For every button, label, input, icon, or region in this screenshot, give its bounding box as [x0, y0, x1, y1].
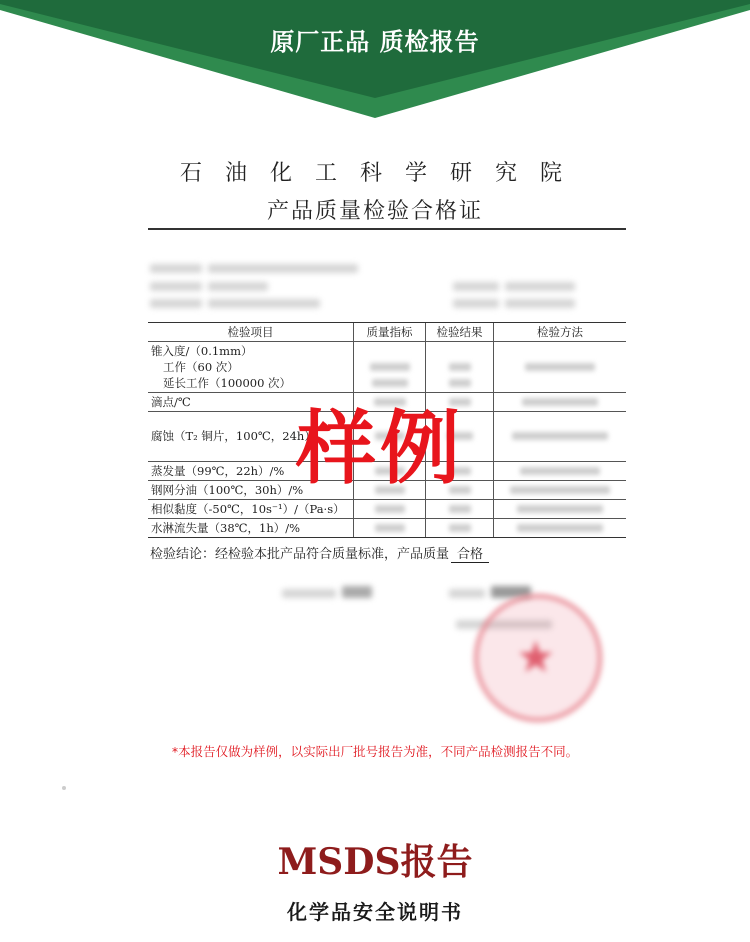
certificate-organization: 石 油 化 工 科 学 研 究 院	[180, 161, 570, 186]
blurred-info-row	[150, 293, 581, 307]
blurred-info-row	[150, 276, 581, 290]
inspection-conclusion	[150, 543, 489, 563]
banner-shape	[0, 0, 750, 118]
row-item: 水淋流失量（38℃，1h）/%	[148, 519, 354, 537]
msds-subtitle: 化学品安全说明书	[287, 900, 463, 924]
row-item: 滴点/℃	[148, 393, 354, 411]
sample-disclaimer: *本报告仅做为样例，以实际出厂批号报告为准，不同产品检测报告不同。	[171, 744, 579, 759]
blurred-info-row	[150, 258, 364, 272]
banner-title: 原厂正品 质检报告	[270, 28, 480, 56]
conclusion-label: 检验结论：经检验本批产品符合质量标准，产品质量	[150, 547, 450, 562]
top-banner	[0, 0, 750, 118]
row-item: 腐蚀（T₂ 铜片，100℃，24h）	[148, 412, 354, 461]
star-icon: ★	[516, 632, 556, 683]
table-row	[148, 500, 626, 519]
row-item: 相似黏度（-50℃，10s⁻¹）/（Pa·s）	[148, 500, 354, 518]
sample-watermark: 样例	[296, 402, 464, 495]
row-item: 工作（60 次）	[163, 360, 239, 374]
blurred-signature-row	[282, 583, 537, 597]
row-item: 锥入度/（0.1mm）	[151, 344, 253, 358]
official-seal	[474, 594, 602, 722]
header-standard: 质量指标	[354, 323, 426, 341]
header-method: 检验方法	[537, 325, 583, 339]
decorative-dot	[62, 786, 66, 790]
row-item: 蒸发量（99℃，22h）/%	[148, 462, 354, 480]
title-rule	[148, 228, 626, 230]
table-row	[148, 519, 626, 537]
conclusion-result: 合格	[451, 543, 489, 563]
header-item: 检验项目	[148, 323, 354, 341]
row-item: 延长工作（100000 次）	[163, 376, 292, 390]
msds-title: MSDS报告	[277, 841, 473, 883]
header-result: 检验结果	[426, 323, 494, 341]
table-header-row	[148, 323, 626, 342]
certificate-title: 产品质量检验合格证	[266, 199, 483, 224]
row-item: 钢网分油（100℃，30h）/%	[148, 481, 354, 499]
